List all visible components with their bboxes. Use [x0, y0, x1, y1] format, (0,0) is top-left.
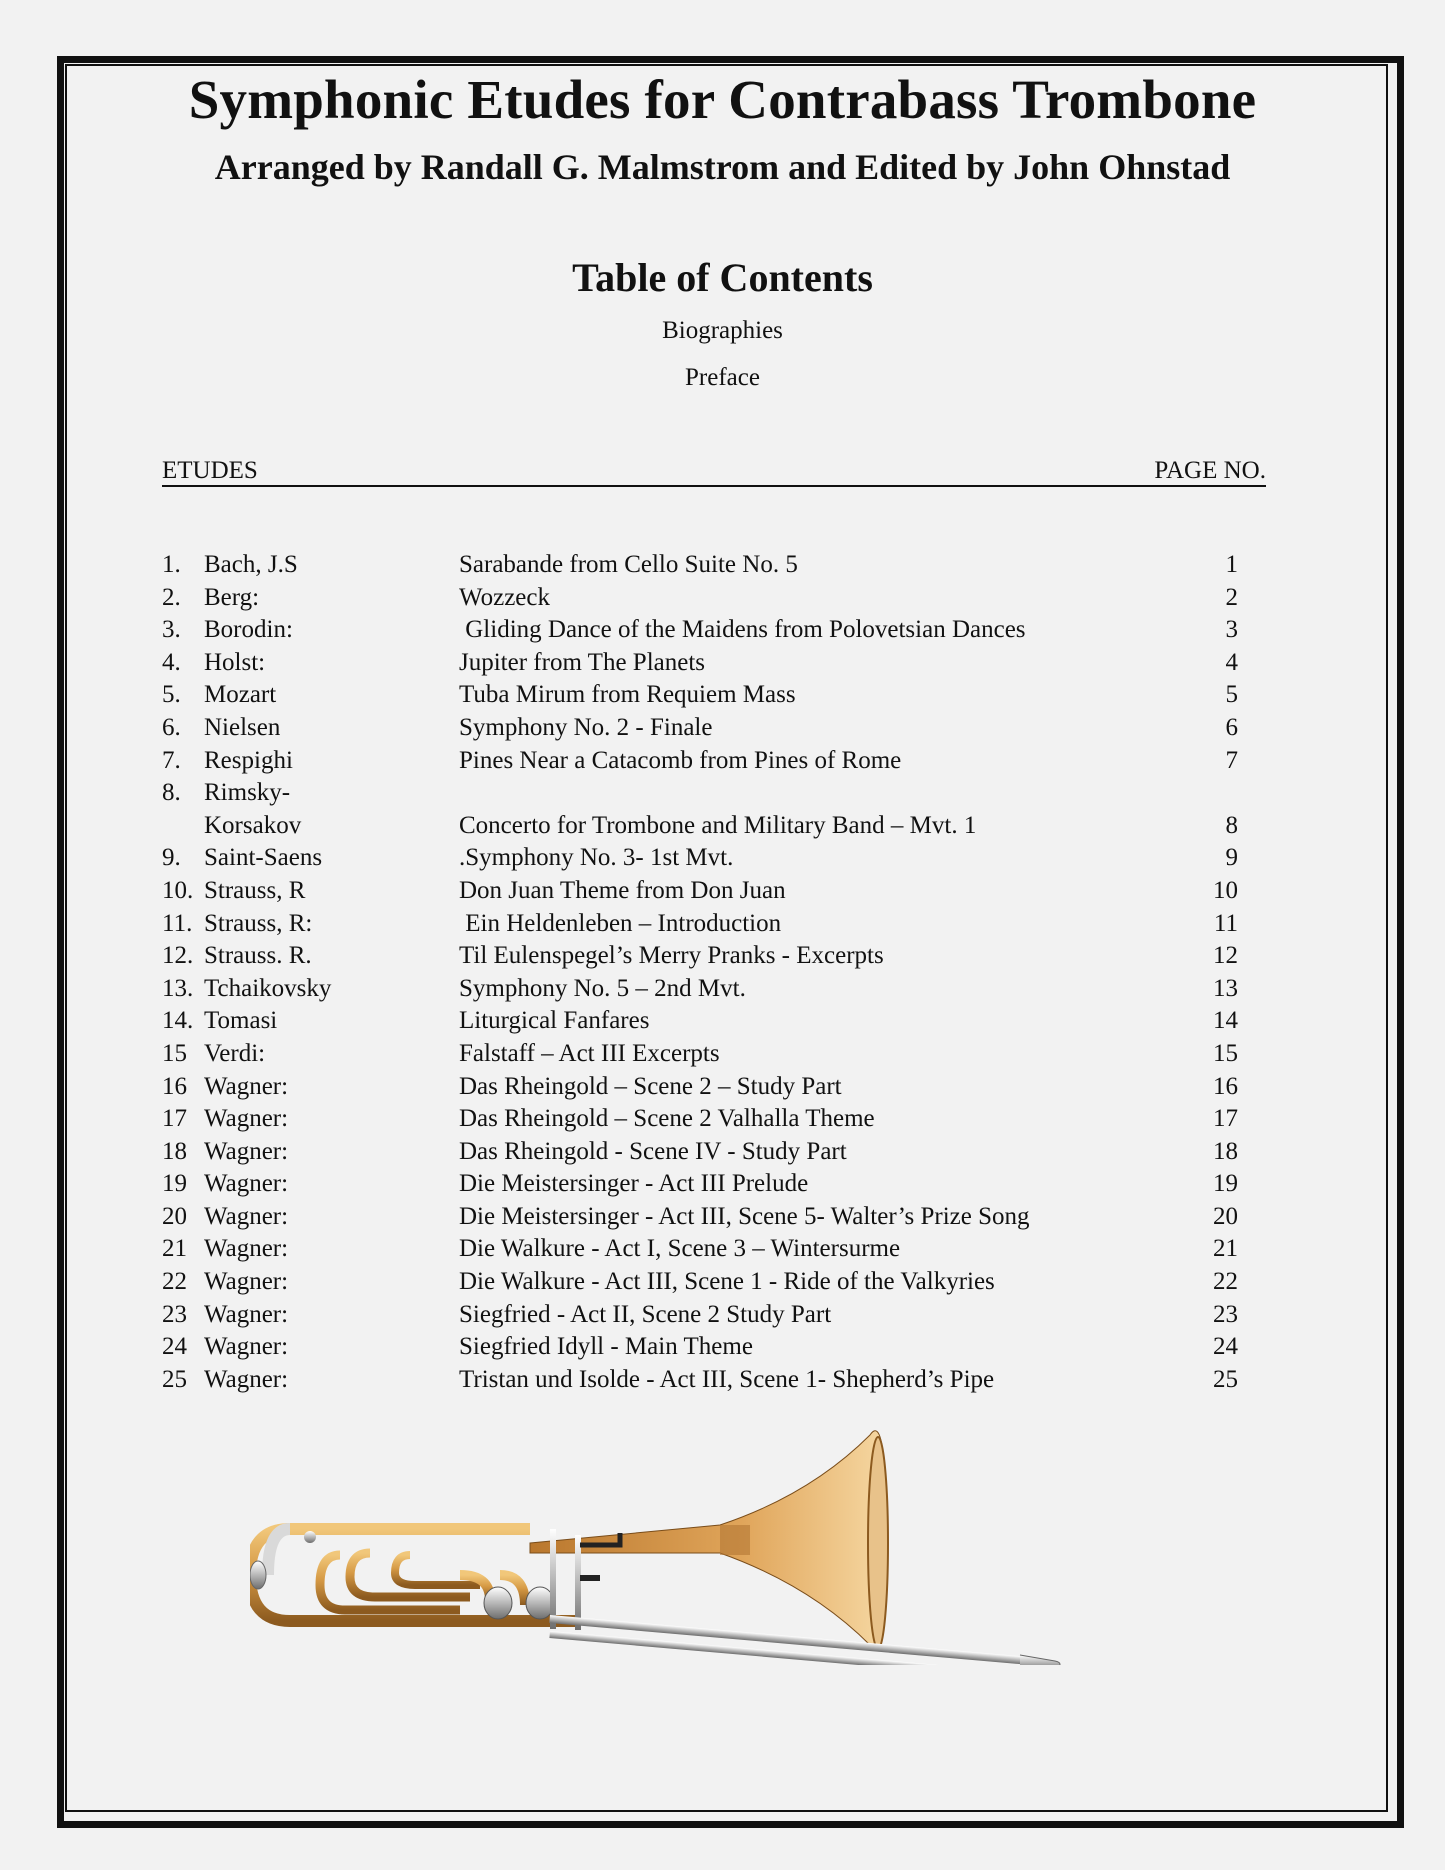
toc-entry: [0, 1071, 1445, 1104]
entry-number: 20: [162, 1202, 187, 1230]
entry-number: 2.: [162, 583, 181, 611]
entry-composer: Berg:: [204, 583, 260, 611]
entry-page-number: 12: [1213, 942, 1238, 970]
entry-page-number: 5: [1225, 681, 1238, 709]
entry-composer: Rimsky-Korsakov: [204, 779, 302, 839]
front-matter-biographies: Biographies: [662, 317, 783, 344]
entry-work: Die Walkure - Act I, Scene 3 – Wintersurme: [459, 1235, 901, 1263]
toc-entry: [0, 1266, 1445, 1299]
entry-page-number: 25: [1213, 1365, 1238, 1393]
toc-entry: [0, 973, 1445, 1006]
entry-page-number: 18: [1213, 1137, 1238, 1165]
toc-entry: [0, 549, 1445, 582]
entry-work: Concerto for Trombone and Military Band – Mvt. 1: [459, 811, 977, 839]
toc-entry: [0, 614, 1445, 647]
entry-composer: Strauss, R: [204, 876, 306, 904]
entry-composer: Wagner:: [204, 1333, 289, 1361]
entry-page-number: 21: [1213, 1235, 1238, 1263]
page-subtitle: Arranged by Randall G. Malmstrom and Edited by John Ohnstad: [214, 147, 1231, 187]
toc-entry: [0, 582, 1445, 615]
entry-work: Sarabande from Cello Suite No. 5: [459, 551, 798, 578]
entry-number: 1.: [162, 551, 181, 578]
entry-work: Siegfried - Act II, Scene 2 Study Part: [459, 1300, 832, 1328]
toc-entry: [0, 745, 1445, 778]
entry-work: Gliding Dance of the Maidens from Polovetsian Dances: [459, 616, 1026, 644]
entry-number: 12.: [162, 942, 194, 970]
entry-number: 21: [162, 1235, 187, 1263]
toc-entry: [0, 1038, 1445, 1071]
toc-entry: [0, 940, 1445, 973]
entry-number: 9.: [162, 844, 181, 872]
entry-page-number: 7: [1225, 746, 1238, 774]
entry-page-number: 10: [1213, 876, 1238, 904]
entry-page-number: 8: [1225, 811, 1238, 839]
entry-composer: Wagner:: [204, 1105, 289, 1133]
entry-composer: Saint-Saens: [204, 844, 323, 872]
toc-entry: [0, 1364, 1445, 1397]
entry-work: Wozzeck: [459, 583, 550, 611]
entry-page-number: 4: [1225, 648, 1238, 676]
entry-work: Pines Near a Catacomb from Pines of Rome: [459, 746, 902, 774]
entry-page-number: 17: [1213, 1105, 1238, 1133]
entry-composer: Tchaikovsky: [204, 974, 332, 1002]
entry-work: Tuba Mirum from Requiem Mass: [459, 681, 796, 709]
toc-entry: [0, 1168, 1445, 1201]
entry-work: Die Walkure - Act III, Scene 1 - Ride of the Valkyries: [459, 1268, 995, 1296]
entry-composer: Verdi:: [204, 1039, 266, 1067]
entry-composer: Nielsen: [204, 713, 281, 741]
entry-composer: Wagner:: [204, 1235, 289, 1263]
entry-number: 17: [162, 1105, 187, 1133]
entry-work: Ein Heldenleben – Introduction: [459, 909, 782, 937]
entry-page-number: 9: [1225, 844, 1238, 872]
entry-number: 7.: [162, 746, 181, 774]
entry-composer: Bach, J.S: [204, 551, 298, 578]
entry-number: 25: [162, 1365, 187, 1393]
entry-number: 13.: [162, 974, 194, 1002]
toc-entry: [0, 647, 1445, 680]
entry-page-number: 15: [1213, 1039, 1238, 1067]
entry-work: Don Juan Theme from Don Juan: [459, 876, 786, 904]
entry-composer: Wagner:: [204, 1202, 289, 1230]
entry-number: 6.: [162, 713, 181, 741]
entry-page-number: 11: [1213, 909, 1238, 937]
entry-work: Die Meistersinger - Act III Prelude: [459, 1170, 809, 1198]
column-header: [162, 456, 1266, 487]
entry-number: 22: [162, 1268, 187, 1296]
entry-number: 3.: [162, 616, 181, 644]
entry-page-number: 13: [1213, 974, 1238, 1002]
trombone-image: [250, 1425, 1200, 1665]
toc-entry: [0, 1331, 1445, 1364]
entry-work: Das Rheingold – Scene 2 – Study Part: [459, 1072, 842, 1100]
entry-page-number: 20: [1213, 1202, 1238, 1230]
entry-composer: Wagner:: [204, 1300, 289, 1328]
entry-page-number: 22: [1213, 1268, 1238, 1296]
entry-work: Falstaff – Act III Excerpts: [459, 1039, 720, 1067]
entry-composer: Wagner:: [204, 1268, 289, 1296]
toc-entry: [0, 777, 1445, 842]
toc-entries: [0, 549, 1445, 1396]
entry-composer: Mozart: [204, 681, 277, 709]
entry-page-number: 3: [1225, 616, 1238, 644]
entry-number: 24: [162, 1333, 187, 1361]
entry-number: 16: [162, 1072, 187, 1100]
entry-composer: Wagner:: [204, 1365, 289, 1393]
toc-entry: [0, 1005, 1445, 1038]
entry-composer: Wagner:: [204, 1170, 289, 1198]
toc-entry: [0, 1201, 1445, 1234]
entry-number: 11.: [162, 909, 193, 937]
entry-page-number: 14: [1213, 1007, 1238, 1035]
entry-page-number: 2: [1225, 583, 1238, 611]
entry-number: 15: [162, 1039, 187, 1067]
entry-composer: Wagner:: [204, 1072, 289, 1100]
entry-work: Siegfried Idyll - Main Theme: [459, 1333, 753, 1361]
entry-composer: Tomasi: [204, 1007, 278, 1035]
entry-number: 8.: [162, 779, 181, 807]
front-matter-preface: Preface: [685, 364, 760, 391]
entry-number: 5.: [162, 681, 181, 709]
entry-composer: Wagner:: [204, 1137, 289, 1165]
column-header-page-no: PAGE NO.: [1154, 457, 1266, 484]
entry-number: 19: [162, 1170, 187, 1198]
toc-heading: Table of Contents: [572, 255, 873, 300]
toc-entry: [0, 875, 1445, 908]
entry-composer: Strauss, R:: [204, 909, 313, 937]
entry-work: Tristan und Isolde - Act III, Scene 1- Shepherd’s Pipe: [459, 1365, 995, 1393]
entry-work: .Symphony No. 3- 1st Mvt.: [459, 844, 734, 872]
entry-page-number: 6: [1225, 713, 1238, 741]
entry-page-number: 1: [1225, 551, 1238, 578]
toc-entry: [0, 1136, 1445, 1169]
entry-number: 4.: [162, 648, 181, 676]
entry-page-number: 19: [1213, 1170, 1238, 1198]
toc-entry: [0, 1233, 1445, 1266]
entry-page-number: 23: [1213, 1300, 1238, 1328]
entry-page-number: 24: [1213, 1333, 1238, 1361]
entry-work: Liturgical Fanfares: [459, 1007, 650, 1035]
entry-number: 10.: [162, 876, 194, 904]
entry-composer: Strauss. R.: [204, 942, 312, 970]
entry-work: Symphony No. 2 - Finale: [459, 713, 713, 741]
toc-entry: [0, 679, 1445, 712]
entry-work: Das Rheingold - Scene IV - Study Part: [459, 1137, 847, 1165]
entry-work: Jupiter from The Planets: [459, 648, 706, 676]
entry-work: Til Eulenspegel’s Merry Pranks - Excerpts: [459, 942, 884, 970]
column-header-etudes: ETUDES: [162, 457, 258, 484]
entry-composer: Borodin:: [204, 616, 293, 644]
entry-work: Das Rheingold – Scene 2 Valhalla Theme: [459, 1105, 875, 1133]
page-title: Symphonic Etudes for Contrabass Trombone: [188, 69, 1257, 130]
entry-composer: Holst:: [204, 648, 266, 676]
entry-number: 23: [162, 1300, 187, 1328]
toc-entry: [0, 712, 1445, 745]
toc-entry: [0, 908, 1445, 941]
entry-work: Symphony No. 5 – 2nd Mvt.: [459, 974, 746, 1002]
toc-entry: [0, 1299, 1445, 1332]
toc-entry: [0, 842, 1445, 875]
entry-composer: Respighi: [204, 746, 293, 774]
toc-entry: [0, 1103, 1445, 1136]
entry-number: 18: [162, 1137, 187, 1165]
entry-number: 14.: [162, 1007, 194, 1035]
entry-page-number: 16: [1213, 1072, 1238, 1100]
entry-work: Die Meistersinger - Act III, Scene 5- Walter’s Prize Song: [459, 1202, 1030, 1230]
